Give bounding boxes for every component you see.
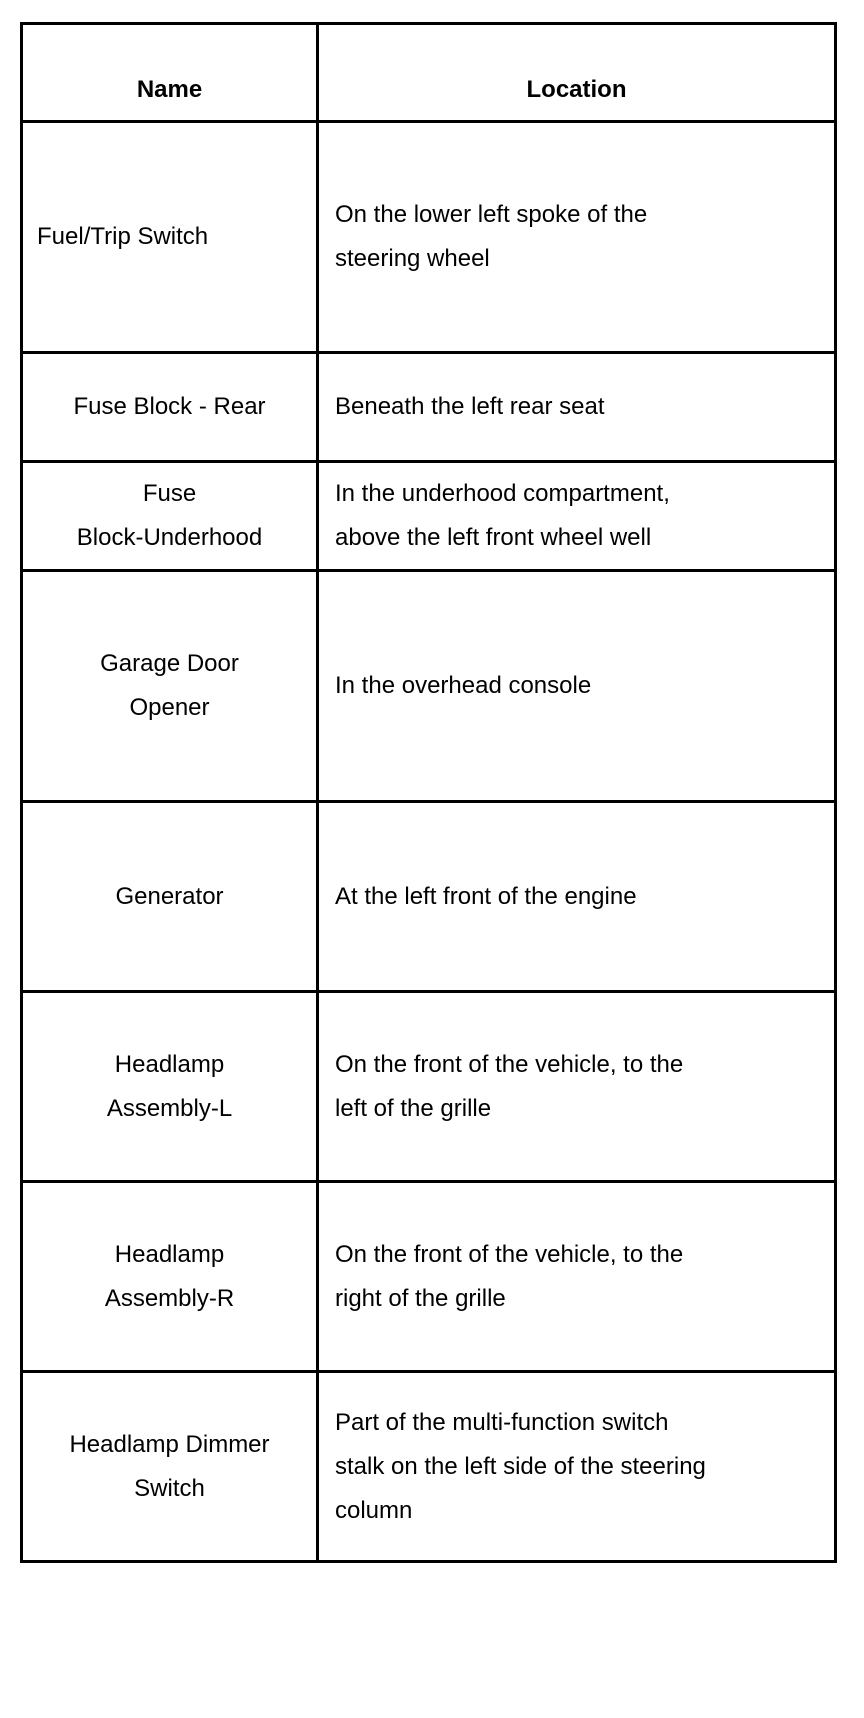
header-row xyxy=(22,24,836,122)
component-location-cell xyxy=(318,1372,836,1562)
component-name-cell xyxy=(22,353,318,462)
component-name-cell xyxy=(22,122,318,353)
component-name-cell xyxy=(22,1182,318,1372)
component-location-cell xyxy=(318,571,836,802)
component-location: At the left front of the engine xyxy=(335,882,637,910)
component-name-cell xyxy=(22,1372,318,1562)
component-location-cell xyxy=(318,992,836,1182)
component-name: Fuse Block-Underhood xyxy=(76,480,263,551)
component-location-cell xyxy=(318,462,836,571)
component-location-cell xyxy=(318,1182,836,1372)
component-location-cell xyxy=(318,122,836,353)
component-name-cell xyxy=(22,571,318,802)
component-name-cell xyxy=(22,992,318,1182)
component-location: In the overhead console xyxy=(335,672,592,699)
table-row xyxy=(22,122,836,353)
component-name: Headlamp Assembly-R xyxy=(104,1240,235,1312)
component-location: Beneath the left rear seat xyxy=(335,393,605,420)
component-location: On the lower left spoke of the steering wheel xyxy=(335,201,648,272)
component-location: On the front of the vehicle, to the right of the grille xyxy=(335,1240,684,1312)
component-name: Garage Door Opener xyxy=(100,650,239,721)
component-location: On the front of the vehicle, to the left of the grille xyxy=(335,1050,684,1122)
component-location-cell xyxy=(318,802,836,992)
table-row xyxy=(22,571,836,802)
component-location: In the underhood compartment, above the left front wheel well xyxy=(335,480,670,551)
component-name: Fuse Block - Rear xyxy=(73,393,266,420)
component-name: Generator xyxy=(115,882,224,910)
component-name: Headlamp Assembly-L xyxy=(106,1050,233,1122)
component-name: Headlamp Dimmer Switch xyxy=(69,1430,270,1502)
table-row xyxy=(22,802,836,992)
location-column-header: Location xyxy=(318,24,836,122)
name-column-header: Name xyxy=(22,24,318,122)
component-name-cell xyxy=(22,462,318,571)
table-row xyxy=(22,462,836,571)
table-row xyxy=(22,992,836,1182)
component-location: Part of the multi-function switch stalk on the left side of the steering column xyxy=(335,1408,706,1524)
component-name: Fuel/Trip Switch xyxy=(37,223,209,250)
table-row xyxy=(22,353,836,462)
component-location-cell xyxy=(318,353,836,462)
component-name-cell xyxy=(22,802,318,992)
table-row xyxy=(22,1372,836,1562)
component-location-table xyxy=(20,22,837,1563)
table-row xyxy=(22,1182,836,1372)
